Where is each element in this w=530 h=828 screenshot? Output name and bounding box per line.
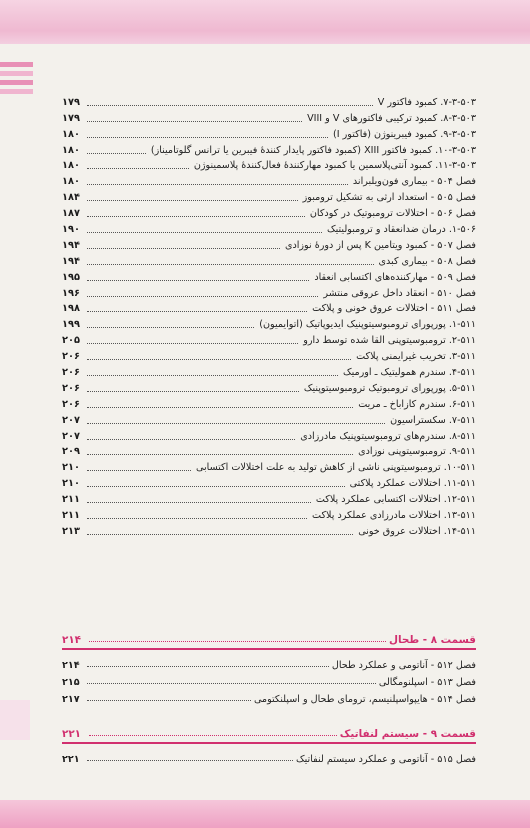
dot-leader (87, 280, 309, 281)
toc-entry-title: ۹-۵۱۱. ترومبوسیتوپنی نوزادی (358, 446, 476, 458)
toc-entry-title: فصل ۵۰۵ - استعداد ارثی به تشکیل ترومبوز (302, 192, 476, 204)
toc-entry (62, 654, 476, 671)
dot-leader (87, 121, 302, 122)
toc-entry-title: فصل ۵۱۳ - اسپلنومگالی (378, 676, 476, 688)
dot-leader (87, 137, 328, 138)
side-decor-bars (0, 62, 33, 98)
toc-entry-title: ۱۰-۵۱۱. ترومبوسیتوپنی ناشی از کاهش تولید به علت اختلالات اکتسابی (196, 462, 476, 474)
toc-entry (62, 688, 476, 705)
toc-entry-title: فصل ۵۱۱ - اختلالات عروق خونی و پلاکت (312, 303, 476, 315)
toc-entry (62, 348, 476, 364)
toc-entry-page: ۲۰۶ (62, 351, 80, 363)
toc-entry-page: ۲۱۱ (62, 494, 80, 506)
toc-entry (62, 221, 476, 237)
dot-leader (87, 264, 374, 265)
dot-leader (87, 454, 353, 455)
toc-entry-page: ۲۰۶ (62, 398, 80, 410)
section-8-title: قسمت ۸ - طحال (388, 634, 476, 646)
toc-entry-page: ۱۸۴ (62, 192, 80, 204)
toc-entry-title: فصل ۵۰۸ - بیماری کبدی (378, 255, 476, 267)
dot-leader (87, 375, 338, 376)
toc-entry-page: ۱۹۶ (62, 287, 80, 299)
toc-entry-title: ۸-۳-۵۰۳. کمبود ترکیبی فاکتورهای V و VIII (307, 112, 476, 124)
dot-leader (87, 311, 307, 312)
toc-entry (62, 126, 476, 142)
toc-entry-page: ۲۱۰ (62, 462, 80, 474)
toc-entry (62, 142, 476, 158)
toc-entry (62, 110, 476, 126)
bottom-decor-stripe (0, 800, 530, 828)
toc-entry (62, 364, 476, 380)
dot-leader (87, 296, 318, 297)
toc-entry-title: فصل ۵۰۶ - اختلالات ترومبوتیک در کودکان (309, 208, 476, 220)
toc-entry-title: ۱۱-۵۱۱. اختلالات عملکرد پلاکتی (349, 478, 476, 490)
toc-entry-page: ۱۷۹ (62, 112, 80, 124)
toc-entry-page: ۲۱۷ (62, 693, 80, 705)
toc-entry-page: ۲۱۵ (62, 676, 80, 688)
toc-entry (62, 237, 476, 253)
toc-entry (62, 507, 476, 523)
toc-entry-page: ۱۷۹ (62, 96, 80, 108)
toc-entry-title: فصل ۵۰۹ - مهارکننده‌های اکتسابی انعقاد (314, 271, 476, 283)
dot-leader (87, 518, 307, 519)
toc-entry-page: ۱۹۴ (62, 239, 80, 251)
dot-leader (87, 486, 345, 487)
dot-leader (87, 760, 293, 761)
dot-leader (87, 168, 189, 169)
dot-leader (87, 232, 322, 233)
toc-entry-title: فصل ۵۰۷ - کمبود ویتامین K پس از دورهٔ نوزادی (284, 239, 476, 251)
toc-entry (62, 380, 476, 396)
toc-entry-title: فصل ۵۱۰ - انعقاد داخل عروقی منتشر (323, 287, 476, 299)
section-9-rule (62, 742, 476, 744)
dot-leader (87, 343, 298, 344)
toc-entry-title: ۱۰-۳-۵۰۳. کمبود فاکتور XIII (کمبود فاکتور پایدار کنندهٔ فیبرین یا ترانس گلوتامیناز) (150, 144, 476, 156)
dot-leader (87, 359, 351, 360)
section-9 (62, 722, 476, 765)
section-9-items (62, 748, 476, 765)
toc-entry (62, 94, 476, 110)
section-8 (62, 628, 476, 705)
toc-entry (62, 396, 476, 412)
toc-entry-page: ۲۰۷ (62, 414, 80, 426)
toc-entry (62, 475, 476, 491)
dot-leader (87, 700, 251, 701)
toc-entry-title: ۱۴-۵۱۱. اختلالات عروق خونی (358, 525, 476, 537)
dot-leader (87, 439, 295, 440)
toc-entry-title: فصل ۵۰۴ - بیماری فون‌ویلبراند (352, 176, 476, 188)
toc-entry (62, 301, 476, 317)
dot-leader (87, 200, 298, 201)
toc-entry (62, 412, 476, 428)
toc-entry-page: ۱۸۰ (62, 144, 80, 156)
toc-entry (62, 158, 476, 174)
toc-list (62, 94, 476, 539)
toc-entry-title: ۱-۵۱۱. پورپورای ترومبوسیتوپنیک ایدیوپاتیک (اتوایمیون) (259, 319, 476, 331)
toc-entry-page: ۲۲۱ (62, 753, 80, 765)
toc-entry (62, 748, 476, 765)
toc-entry-page: ۱۸۰ (62, 128, 80, 140)
toc-entry (62, 285, 476, 301)
toc-entry-title: ۱۳-۵۱۱. اختلالات مادرزادی عملکرد پلاکت (312, 510, 476, 522)
toc-entry-title: ۲-۵۱۱. ترومبوسیتوپنی القا شده توسط دارو (303, 335, 476, 347)
dot-leader (87, 327, 254, 328)
toc-entry-title: ۷-۵۱۱. سکستراسیون (390, 414, 476, 426)
toc-entry-page: ۲۰۵ (62, 335, 80, 347)
top-decor-stripe (0, 0, 530, 44)
dot-leader (87, 407, 353, 408)
section-9-title: قسمت ۹ - سیستم لنفاتیک (339, 728, 476, 740)
toc-entry-page: ۲۱۰ (62, 478, 80, 490)
dot-leader (87, 153, 146, 154)
toc-entry-page: ۱۸۷ (62, 208, 80, 220)
toc-entry (62, 332, 476, 348)
toc-entry (62, 428, 476, 444)
toc-entry-page: ۱۹۸ (62, 303, 80, 315)
dot-leader (87, 502, 311, 503)
toc-entry-title: ۱-۵۰۶. درمان ضدانعقاد و ترومبولیتیک (327, 224, 476, 236)
toc-entry-page: ۲۱۳ (62, 525, 80, 537)
toc-entry (62, 316, 476, 332)
section-9-page: ۲۲۱ (62, 728, 82, 740)
toc-entry-page: ۲۱۴ (62, 659, 80, 671)
toc-entry (62, 253, 476, 269)
toc-entry-page: ۲۱۱ (62, 510, 80, 522)
toc-entry-title: ۷-۳-۵۰۳. کمبود فاکتور V (377, 96, 476, 108)
section-9-heading (62, 722, 476, 740)
toc-entry-title: ۸-۵۱۱. سندرم‌های ترومبوسیتوپنیک مادرزادی (300, 430, 476, 442)
section-8-items (62, 654, 476, 705)
toc-entry-title: ۱۲-۵۱۱. اختلالات اکتسابی عملکرد پلاکت (315, 494, 476, 506)
toc-entry-title: فصل ۵۱۲ - آناتومی و عملکرد طحال (331, 659, 476, 671)
toc-entry-title: ۳-۵۱۱. تخریب غیرایمنی پلاکت (356, 351, 476, 363)
toc-entry (62, 523, 476, 539)
dot-leader (87, 248, 280, 249)
toc-entry-title: ۱۱-۳-۵۰۳. کمبود آنتی‌پلاسمین یا کمبود مهارکنندهٔ فعال‌کنندهٔ پلاسمینوژن (193, 160, 476, 172)
dot-leader (87, 470, 191, 471)
dot-leader (87, 534, 353, 535)
section-8-heading (62, 628, 476, 646)
dot-leader (87, 423, 385, 424)
dot-leader (87, 391, 299, 392)
left-decor-block (0, 700, 30, 740)
toc-entry-page: ۱۹۹ (62, 319, 80, 331)
toc-entry-page: ۱۸۰ (62, 160, 80, 172)
toc-entry-page: ۱۸۰ (62, 176, 80, 188)
section-8-rule (62, 648, 476, 650)
toc-entry-page: ۱۹۴ (62, 255, 80, 267)
dot-leader (87, 666, 329, 667)
toc-entry (62, 189, 476, 205)
toc-entry-page: ۲۰۷ (62, 430, 80, 442)
toc-entry (62, 491, 476, 507)
toc-entry (62, 205, 476, 221)
toc-entry (62, 269, 476, 285)
toc-entry-title: ۴-۵۱۱. سندرم همولیتیک ـ اورمیک (343, 367, 476, 379)
toc-entry-page: ۲۰۹ (62, 446, 80, 458)
toc-entry (62, 173, 476, 189)
toc-entry-title: فصل ۵۱۴ - هایپواسپلنیسم، ترومای طحال و اسپلنکتومی (253, 693, 476, 705)
toc-entry (62, 444, 476, 460)
section-8-page: ۲۱۴ (62, 634, 82, 646)
dot-leader (87, 184, 348, 185)
toc-entry (62, 459, 476, 475)
toc-entry-title: ۶-۵۱۱. سندرم کازاباخ ـ مریت (358, 398, 476, 410)
toc-entry-title: ۵-۵۱۱. پورپورای ترومبوتیک ترومبوسیتوپنیک (303, 382, 476, 394)
dot-leader (87, 105, 373, 106)
toc-entry (62, 671, 476, 688)
toc-entry-page: ۲۰۶ (62, 367, 80, 379)
toc-entry-page: ۱۹۵ (62, 271, 80, 283)
toc-entry-page: ۲۰۶ (62, 382, 80, 394)
dot-leader (87, 216, 305, 217)
toc-entry-title: ۹-۳-۵۰۳. کمبود فیبرینوژن (فاکتور I) (333, 128, 476, 140)
toc-entry-page: ۱۹۰ (62, 224, 80, 236)
dot-leader (87, 683, 376, 684)
toc-entry-title: فصل ۵۱۵ - آناتومی و عملکرد سیستم لنفاتیک (296, 753, 476, 765)
